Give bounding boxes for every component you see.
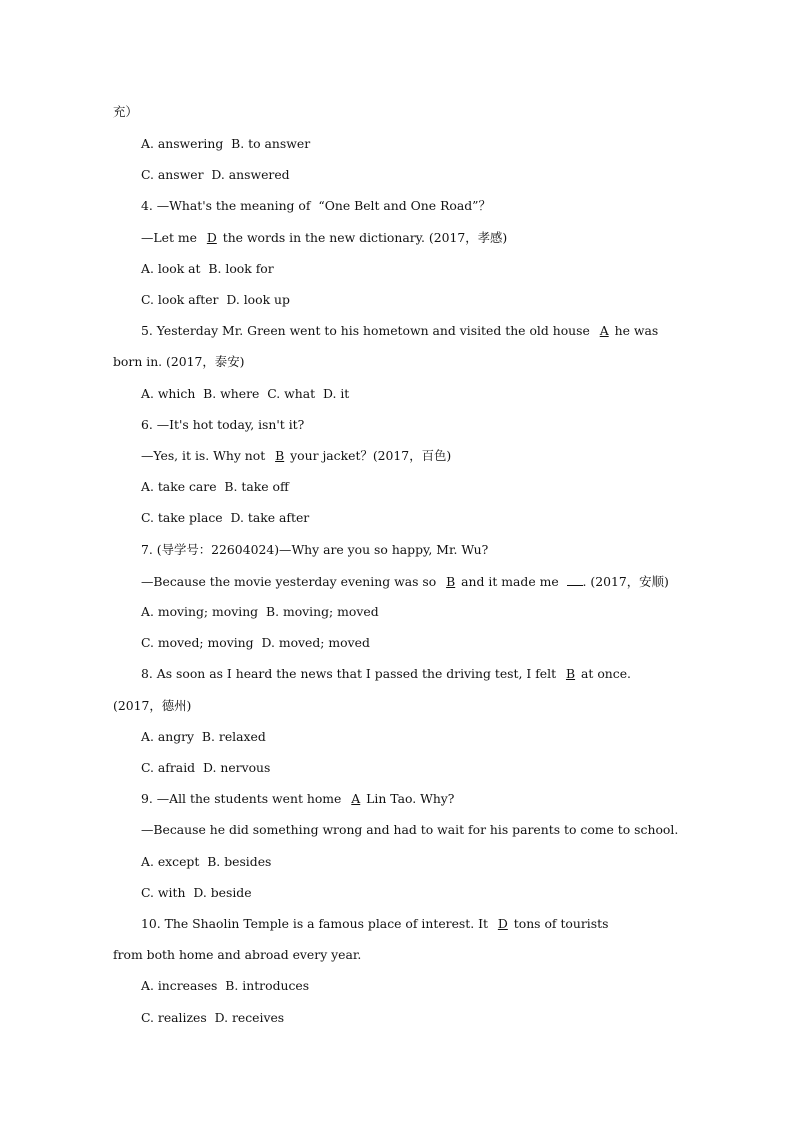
q9-prompt-before: 9. —All the students went home: [141, 791, 350, 806]
q8-options-cd: C. afraid D. nervous: [141, 760, 271, 775]
q8-answer: B: [565, 666, 576, 681]
q10-answer: D: [497, 916, 508, 931]
q5-answer: A: [599, 323, 609, 338]
q6-prompt: 6. —It's hot today, isn't it?: [141, 417, 305, 432]
q6-reply: [141, 448, 451, 464]
q10-options-cd: C. realizes D. receives: [141, 1010, 285, 1025]
q7-reply-mid: and it made me: [457, 574, 567, 589]
q8-line1: [141, 666, 631, 682]
q4-reply: [141, 230, 507, 246]
q8-options-ab: A. angry B. relaxed: [141, 729, 266, 744]
q4-reply-after: the words in the new dictionary. (2017，孝感): [218, 230, 508, 245]
q10-line1-after: tons of tourists: [509, 916, 609, 931]
q10-line1-before: 10. The Shaolin Temple is a famous place of interest. It: [141, 916, 496, 931]
q6-reply-after: your jacket？(2017，百色): [286, 448, 452, 463]
q4-options-ab: A. look at B. look for: [141, 261, 274, 276]
q6-reply-before: —Yes, it is. Why not: [141, 448, 274, 463]
q5-line1-after: he was: [610, 323, 659, 338]
q9-prompt: [141, 791, 454, 807]
q6-options-cd: C. take place D. take after: [141, 510, 310, 525]
q7-reply-before: —Because the movie yesterday evening was so: [141, 574, 445, 589]
q8-line2: (2017，德州): [113, 698, 192, 713]
q9-reply: —Because he did something wrong and had to wait for his parents to come to school.: [141, 822, 679, 837]
q5-line2: born in. (2017，泰安): [113, 354, 245, 369]
q7-blank-2: [567, 573, 583, 586]
q9-options-ab: A. except B. besides: [141, 854, 272, 869]
q5-line1-before: 5. Yesterday Mr. Green went to his hometown and visited the old house: [141, 323, 598, 338]
q6-answer: B: [275, 448, 285, 463]
q9-options-cd: C. with D. beside: [141, 885, 252, 900]
q7-reply-after: . (2017，安顺): [582, 574, 669, 589]
q3-options-ab: A. answering B. to answer: [141, 136, 311, 151]
q9-prompt-after: Lin Tao. Why?: [362, 791, 455, 806]
q6-options-ab: A. take care B. take off: [141, 479, 289, 494]
q7-reply: [141, 573, 669, 590]
q4-reply-before: —Let me: [141, 230, 205, 245]
q10-line2: from both home and abroad every year.: [113, 947, 362, 962]
q7-prompt: 7. (导学号：22604024)—Why are you so happy, Mr. Wu?: [141, 542, 489, 557]
q5-line1: [141, 323, 658, 339]
q8-line1-after: at once.: [577, 666, 631, 681]
continued-fragment: 充）: [113, 104, 138, 119]
q3-options-cd: C. answer D. answered: [141, 167, 290, 182]
q5-options: A. which B. where C. what D. it: [141, 386, 350, 401]
q10-options-ab: A. increases B. introduces: [141, 978, 310, 993]
q10-line1: [141, 916, 608, 932]
q9-answer: A: [351, 791, 361, 806]
q4-prompt: 4. —What's the meaning of “One Belt and One Road”？: [141, 198, 491, 213]
q7-options-cd: C. moved; moving D. moved; moved: [141, 635, 370, 650]
q8-line1-before: 8. As soon as I heard the news that I passed the driving test, I felt: [141, 666, 564, 681]
q4-answer: D: [206, 230, 217, 245]
q4-options-cd: C. look after D. look up: [141, 292, 290, 307]
q7-answer: B: [446, 574, 456, 589]
q7-options-ab: A. moving; moving B. moving; moved: [141, 604, 379, 619]
